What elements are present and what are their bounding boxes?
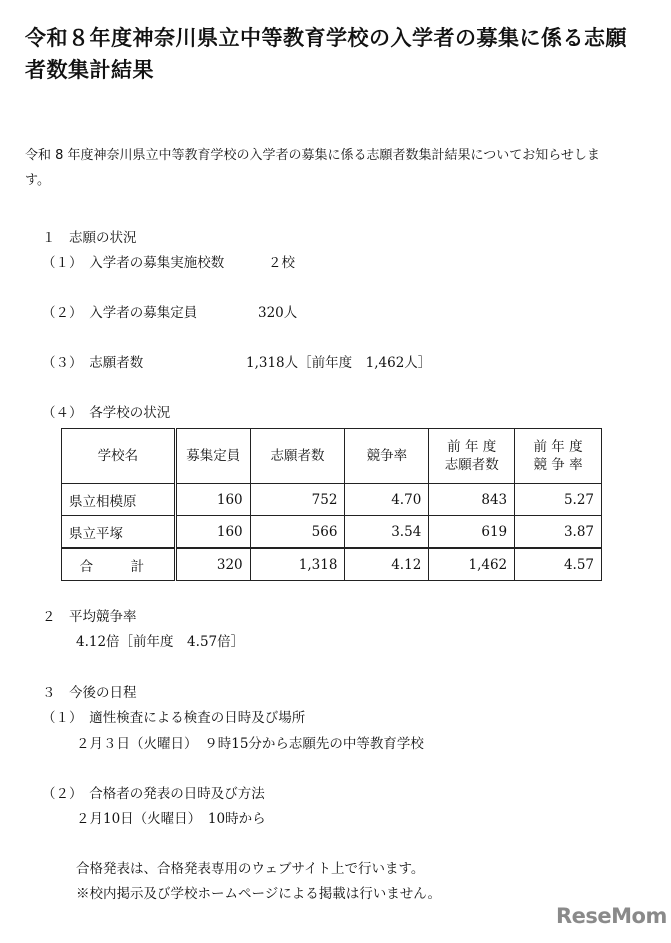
item3-value: 1,318人［前年度 1,462人］ — [246, 355, 432, 371]
cell-school: 県立平塚 — [62, 516, 176, 549]
cell-applicants: 752 — [250, 484, 345, 516]
header-capacity: 募集定員 — [175, 429, 250, 484]
cell-prev-ratio: 5.27 — [515, 484, 602, 516]
cell-ratio: 3.54 — [345, 516, 429, 549]
cell-total-prev-ratio: 4.57 — [515, 548, 602, 581]
table-header-row — [62, 429, 602, 484]
item1-value: ２校 — [268, 255, 295, 271]
document-title: 令和８年度神奈川県立中等教育学校の入学者の募集に係る志願者数集計結果 — [25, 26, 627, 82]
cell-total-label: 合 計 — [62, 548, 176, 581]
item2-label: （２） 入学者の募集定員 — [42, 305, 198, 321]
resemom-logo: ReseMom — [556, 904, 667, 928]
cell-total-applicants: 1,318 — [250, 548, 345, 581]
item2-value: 320人 — [258, 305, 298, 321]
announcement-note: 合格発表は、合格発表専用のウェブサイト上で行います。 — [76, 861, 425, 877]
cell-prev-applicants: 843 — [429, 484, 515, 516]
cell-total-prev-applicants: 1,462 — [429, 548, 515, 581]
intro-text: 令和 8 年度神奈川県立中等教育学校の入学者の募集に係る志願者数集計結果についてお知らせします。 — [25, 148, 600, 188]
cell-total-capacity: 320 — [175, 548, 250, 581]
item4-label: （４） 各学校の状況 — [42, 405, 171, 421]
header-school-name: 学校名 — [62, 429, 176, 484]
schedule-item2-value: ２月10日（火曜日） 10時から — [76, 811, 266, 827]
cell-total-ratio: 4.12 — [345, 548, 429, 581]
cell-applicants: 566 — [250, 516, 345, 549]
header-applicants: 志願者数 — [250, 429, 345, 484]
item1-label: （１） 入学者の募集実施校数 — [42, 255, 225, 271]
cell-ratio: 4.70 — [345, 484, 429, 516]
header-prev-applicants: 前 年 度 志願者数 — [429, 429, 515, 484]
section3-heading: ３ 今後の日程 — [42, 685, 137, 701]
table-row — [62, 516, 602, 549]
cell-capacity: 160 — [175, 516, 250, 549]
header-prev-ratio: 前 年 度 競 争 率 — [515, 429, 602, 484]
cell-prev-applicants: 619 — [429, 516, 515, 549]
schedule-item1-label: （１） 適性検査による検査の日時及び場所 — [42, 710, 306, 726]
schedule-item1-value: ２月３日（火曜日） ９時15分から志願先の中等教育学校 — [76, 736, 424, 752]
average-ratio-value: 4.12倍［前年度 4.57倍］ — [76, 634, 245, 650]
table-row — [62, 484, 602, 516]
schools-table — [61, 428, 602, 581]
schedule-item2-label: （２） 合格者の発表の日時及び方法 — [42, 786, 265, 802]
no-posting-note: ※校内掲示及び学校ホームページによる掲載は行いません。 — [76, 886, 442, 902]
header-ratio: 競争率 — [345, 429, 429, 484]
section2-heading: ２ 平均競争率 — [42, 609, 137, 625]
cell-capacity: 160 — [175, 484, 250, 516]
cell-prev-ratio: 3.87 — [515, 516, 602, 549]
table-total-row — [62, 548, 602, 581]
item3-label: （３） 志願者数 — [42, 355, 144, 371]
cell-school: 県立相模原 — [62, 484, 176, 516]
section1-heading: １ 志願の状況 — [42, 230, 137, 246]
